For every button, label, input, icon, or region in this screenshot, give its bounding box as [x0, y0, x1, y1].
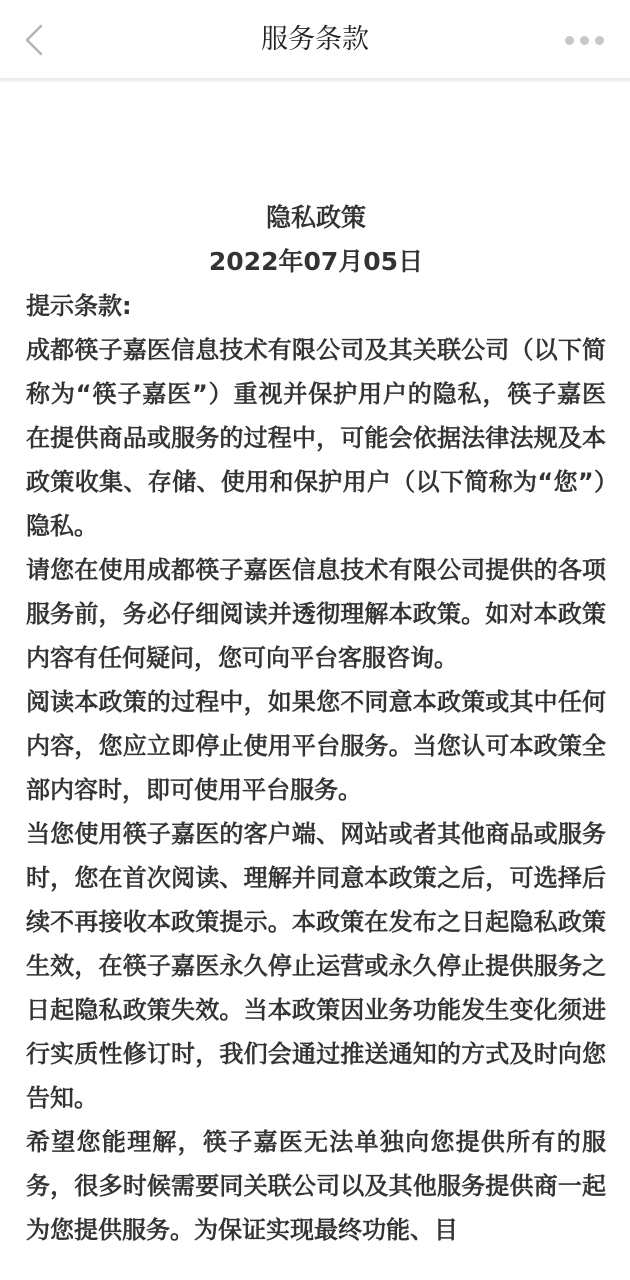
document-title: 隐私政策	[265, 203, 366, 232]
more-dots-icon	[580, 36, 589, 45]
nav-divider	[0, 78, 630, 82]
back-button[interactable]	[12, 18, 56, 62]
page-title: 服务条款	[261, 24, 369, 55]
more-dots-icon	[565, 36, 574, 45]
paragraph: 成都筷子嘉医信息技术有限公司及其关联公司（以下简称为“筷子嘉医”）重视并保护用户的隐私，筷子嘉医在提供商品或服务的过程中，可能会依据法律法规及本政策收集、存储、使用和保护用户（以下简称为“您”）隐私。	[26, 336, 606, 540]
more-dots-icon	[595, 36, 604, 45]
paragraph: 阅读本政策的过程中，如果您不同意本政策或其中任何内容，您应立即停止使用平台服务。当您认可本政策全部内容时，即可使用平台服务。	[26, 688, 606, 804]
navigation-bar	[0, 0, 630, 80]
document-date: 2022年07月05日	[208, 247, 424, 276]
paragraph: 请您在使用成都筷子嘉医信息技术有限公司提供的各项服务前，务必仔细阅读并透彻理解本政策。如对本政策内容有任何疑问，您可向平台客服咨询。	[26, 556, 606, 672]
paragraph: 当您使用筷子嘉医的客户端、网站或者其他商品或服务时，您在首次阅读、理解并同意本政策之后，可选择后续不再接收本政策提示。本政策在发布之日起隐私政策生效，在筷子嘉医永久停止运营或永久停止提供服务之日起隐私政策失效。当本政策因业务功能发生变化须进行实质性修订时，我们会通过推送通知的方式及时向您告知。	[26, 820, 606, 1112]
paragraph: 希望您能理解，筷子嘉医无法单独向您提供所有的服务，很多时候需要同关联公司以及其他服务提供商一起为您提供服务。为保证实现最终功能、目	[26, 1128, 606, 1244]
chevron-left-icon	[23, 23, 45, 57]
document-content	[26, 196, 606, 1252]
section-heading: 提示条款:	[26, 292, 132, 320]
more-button[interactable]	[556, 22, 612, 58]
